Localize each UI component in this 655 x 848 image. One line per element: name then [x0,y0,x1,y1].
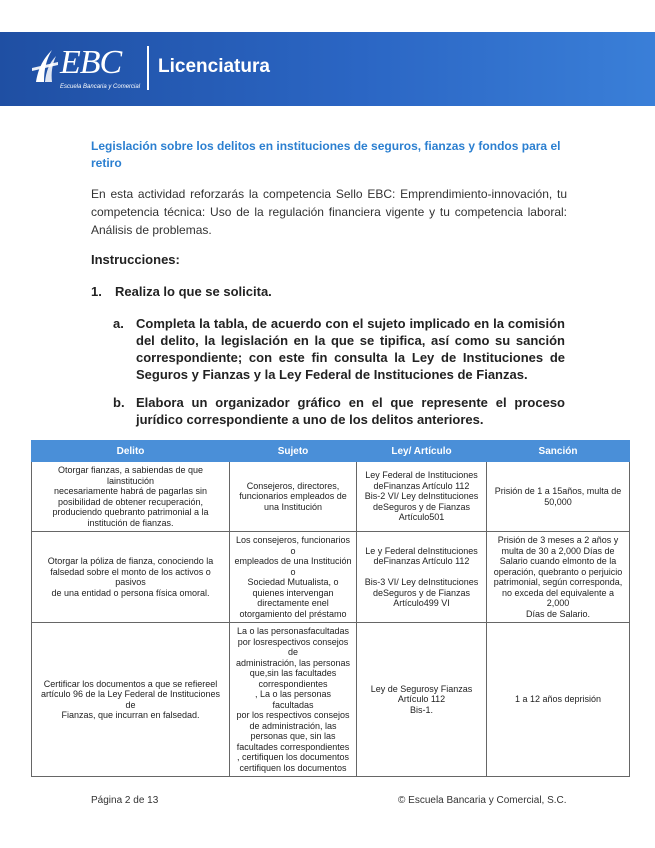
header-ley: Ley/ Artículo [357,441,487,462]
sub-item-a [113,315,565,383]
ebc-logo-icon [32,48,58,84]
cell-sujeto: Consejeros, directores, funcionarios empleados de una Institución [230,462,357,532]
banner-title: Licenciatura [158,56,270,77]
table-header-row [32,441,630,462]
intro-paragraph: En esta actividad reforzarás la competencia Sello EBC: Emprendimiento-innovación, tu competencia técnica: Uso de la regulación financiera vigente y tu competencia laboral: Análisis de problemas. [91,187,567,237]
sub-item-b-text: Elabora un organizador gráfico en el que represente el proceso jurídico correspondiente a uno de los delitos anteriores. [136,395,565,427]
cell-ley: Le y Federal deInstituciones deFinanzas Artículo 112 Bis-3 VI/ Ley deInstituciones deSeguros y de Fianzas Artículo499 VI [357,532,487,623]
copyright: © Escuela Bancaria y Comercial, S.C. [398,795,567,806]
logo-subtitle: Escuela Bancaria y Comercial [60,84,141,90]
cell-ley: Ley Federal de Instituciones deFinanzas Artículo 112 Bis-2 VI/ Ley deInstituciones deSeguros y de Fianzas Artículo501 [357,462,487,532]
sub-item-a-letter: a. [113,316,124,331]
cell-ley: Ley de Segurosy Fianzas Artículo 112 Bis-1. [357,623,487,777]
item-1-text: Realiza lo que se solicita. [115,284,272,299]
cell-delito: Certificar los documentos a que se refiereel artículo 96 de la Ley Federal de Instituciones de Fianzas, que incurran en falsedad. [32,623,230,777]
crimes-table [31,440,630,777]
header-banner [0,32,655,106]
instructions-label: Instrucciones: [91,252,180,267]
cell-sancion: 1 a 12 años deprisión [487,623,630,777]
page-number: Página 2 de 13 [91,795,159,806]
cell-sujeto: Los consejeros, funcionarios o empleados de una Institución o Sociedad Mutualista, o quienes intervengan directamente enel otorgamiento del préstamo [230,532,357,623]
sub-item-b-letter: b. [113,395,125,410]
header-delito: Delito [32,441,230,462]
header-sujeto: Sujeto [230,441,357,462]
table-row [32,462,630,532]
sub-item-b [113,394,565,428]
item-1-number: 1. [91,284,102,299]
sub-item-a-text: Completa la tabla, de acuerdo con el sujeto implicado en la comisión del delito, la legislación en la que se tipifica, así como su sanción correspondiente; con este fin consulta la Ley de Instituciones de Seguros y Fianzas y la Ley Federal de Instituciones de Fianzas. [136,316,565,382]
logo-text: EBC [60,44,122,81]
cell-delito: Otorgar fianzas, a sabiendas de que lainstitución necesariamente habrá de pagarlas sin posibilidad de obtener recuperación, produciendo quebranto patrimonial a la institución de fianzas. [32,462,230,532]
instruction-item-1 [91,284,272,299]
table-row [32,623,630,777]
cell-delito: Otorgar la póliza de fianza, conociendo la falsedad sobre el monto de los activos o pasivos de una entidad o persona física omoral. [32,532,230,623]
table-row [32,532,630,623]
banner-divider [147,46,149,90]
cell-sujeto: La o las personasfacultadas por losrespectivos consejos de administración, las personas que,sin las facultades correspondientes , La o las personas facultadas por los respectivos consejos de administración, las personas que, sin las facultades correspondientes , certifiquen los documentos certifiquen los documentos [230,623,357,777]
document-heading: Legislación sobre los delitos en instituciones de seguros, fianzas y fondos para el retiro [91,139,561,170]
cell-sancion: Prisión de 3 meses a 2 años y multa de 30 a 2,000 Días de Salario cuando elmonto de la operación, quebranto o perjuicio patrimonial, según corresponda, no exceda del equivalente a 2,000 Días de Salario. [487,532,630,623]
cell-sancion: Prisión de 1 a 15años, multa de 50,000 [487,462,630,532]
header-sancion: Sanción [487,441,630,462]
